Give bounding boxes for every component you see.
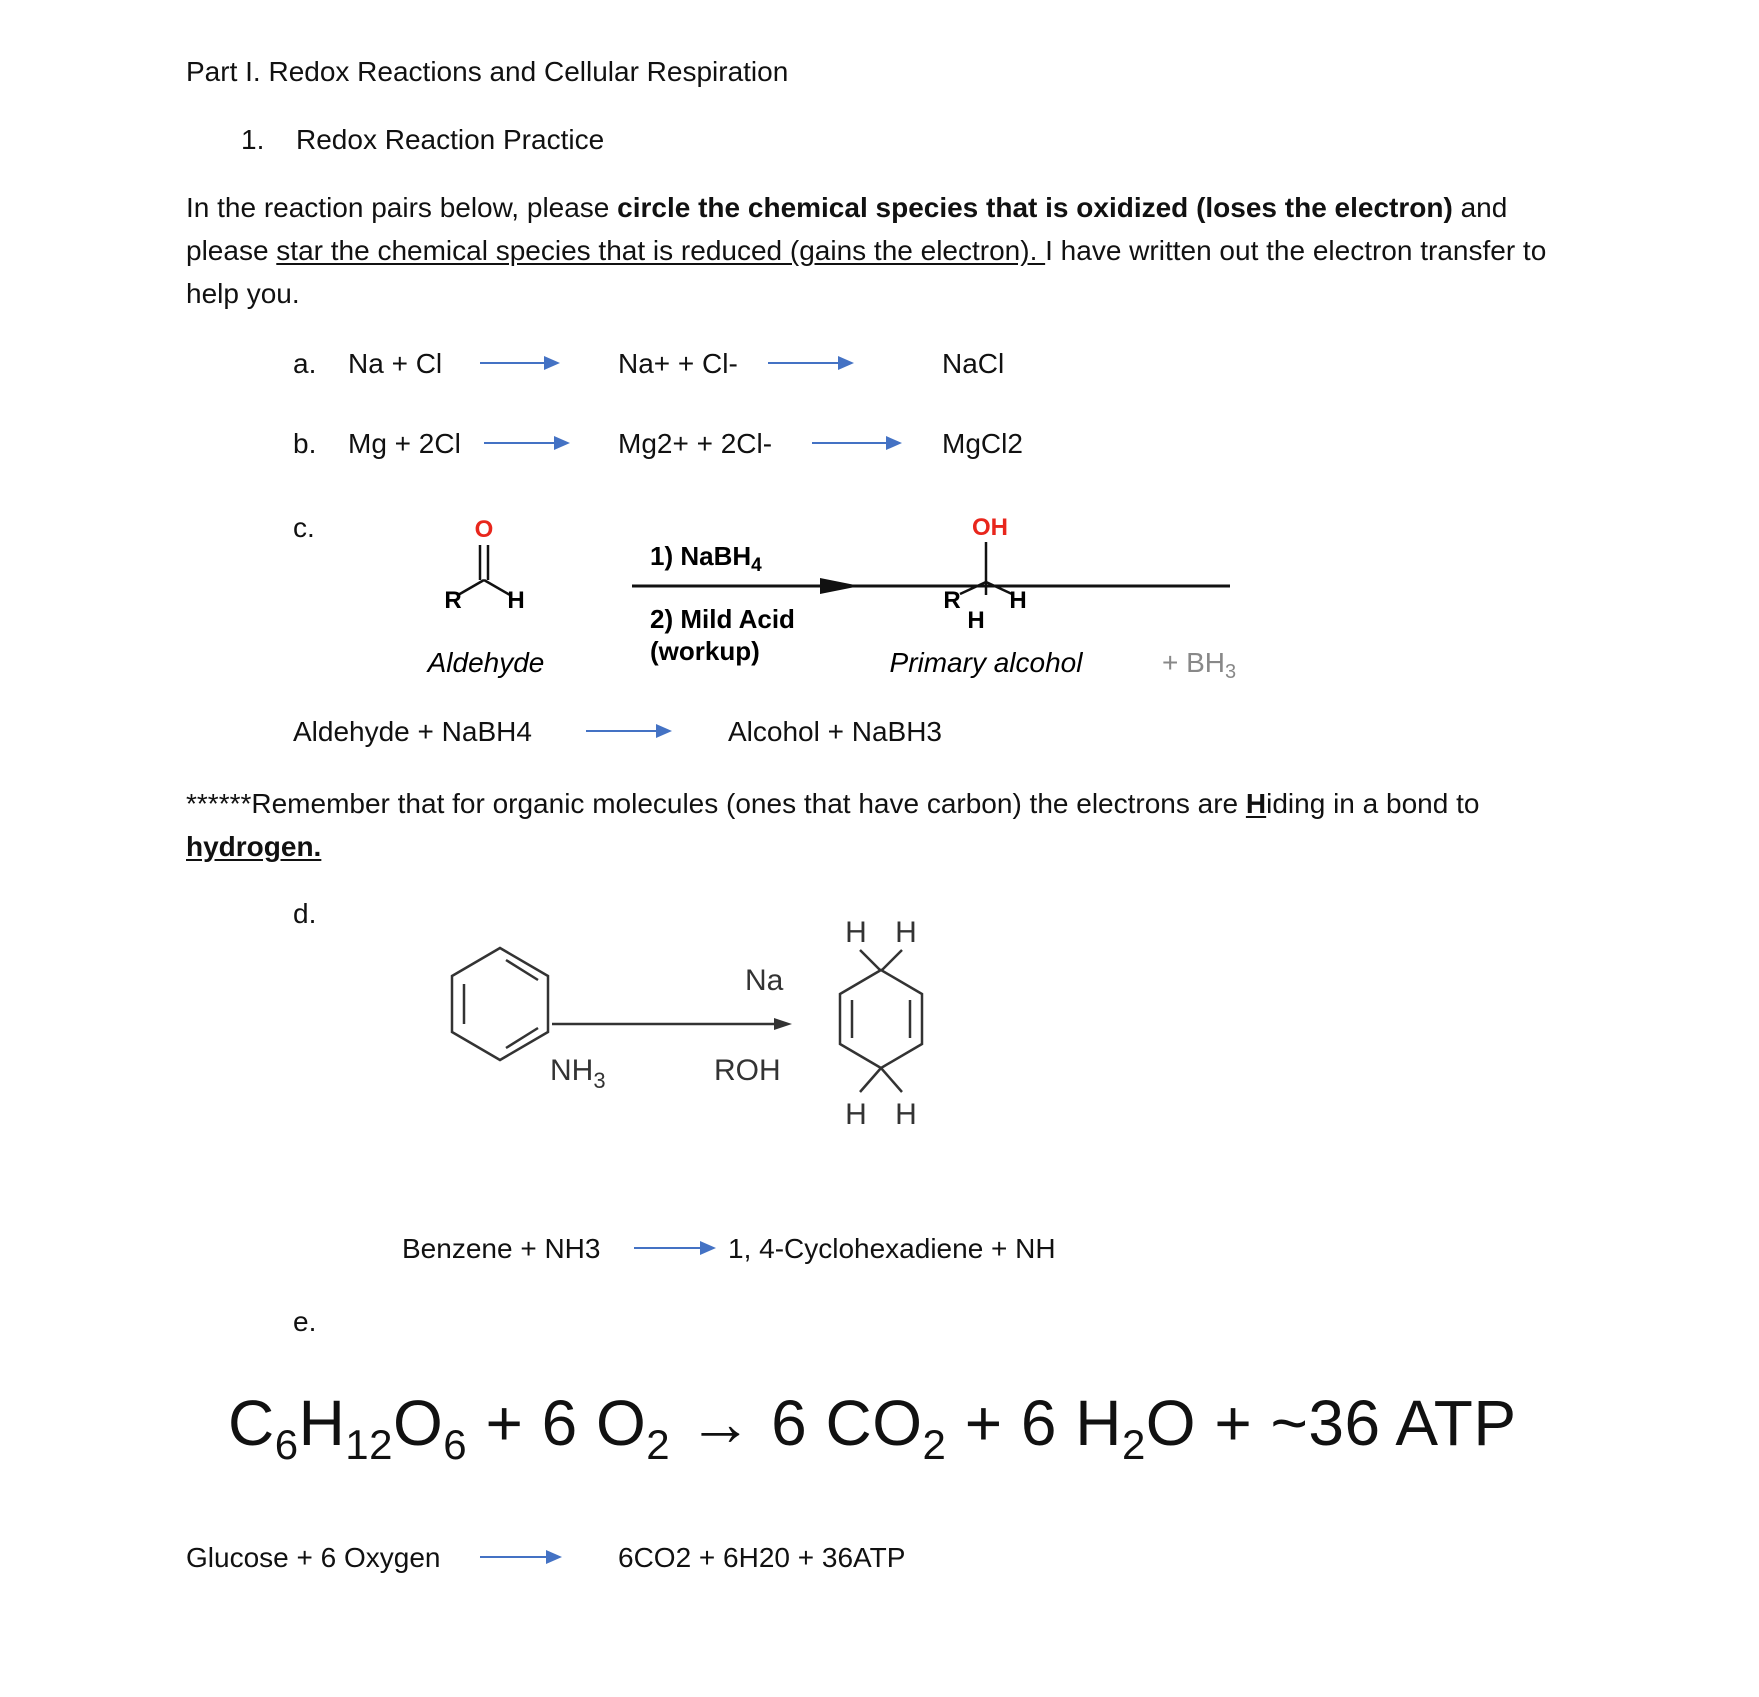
reaction-e-word-arrow [480,1550,562,1564]
aldehyde-h-bond [484,580,510,595]
alcohol-r-bond [960,582,986,594]
benzene-ring [452,948,548,1060]
reaction-c-arrow [620,570,870,600]
cyclohexadiene-h-bottom-left: H [845,1098,867,1131]
reaction-e-label: e. [293,1306,317,1337]
alcohol-h-bond [986,582,1012,594]
alcohol-h-bottom: H [967,607,985,634]
reagent-workup: (workup) [650,636,760,666]
instructions [186,186,1586,315]
reaction-b-label: b. [293,428,317,459]
cyclohexadiene-structure [820,910,960,1150]
reaction-c-word-products: Alcohol + NaBH3 [728,716,943,747]
cellular-respiration-equation: $C_6H_{12}O_6 + 6$ $O_2 \to 6$ $CO_2 + 6$ $H_2O$ + ~36 ATP [228,1387,1517,1468]
alcohol-oh: OH [972,514,1008,541]
byproduct-bh3: + $BH_3$ [1162,647,1237,683]
reaction-d-label: d. [293,898,317,929]
section-title: Redox Reaction Practice [296,124,605,155]
bottom-h-bond-right [881,1068,902,1092]
reagent-roh: ROH [714,1054,781,1087]
aldehyde-r-bond [458,580,484,595]
alcohol-r: R [943,587,961,614]
reaction-a-ions: Na+ + Cl- [618,348,738,379]
reagent-step-2: 2) Mild Acid [650,604,795,634]
reaction-a-arrow-1 [480,356,560,370]
remember-h-letter: H [1245,788,1267,819]
reaction-b-product: MgCl2 [942,428,1023,459]
instructions-underlined: star the chemical species that is reduced (gains the electron). [276,235,1046,266]
cyclohexadiene-h-top-left: H [845,916,867,949]
aldehyde-r: R [444,587,462,614]
benzene-double-bond-2 [506,960,538,980]
reaction-c-label: c. [293,512,315,543]
reaction-a-arrow-2 [768,356,854,370]
reaction-a-product: NaCl [942,348,1005,379]
remember-hydrogen: hydrogen. [186,831,322,862]
top-h-bond-left [860,950,880,970]
primary-alcohol-structure [860,500,1280,690]
alcohol-name: Primary alcohol [889,647,1083,678]
reaction-d-word-reactants: Benzene + NH3 [402,1233,601,1264]
page-title: Part I. Redox Reactions and Cellular Respiration [186,56,789,87]
alcohol-h-right: H [1009,587,1027,614]
cyclohexadiene-h-top-right: H [895,916,917,949]
reaction-c-word-reactants: Aldehyde + NaBH4 [293,716,532,747]
section-number: 1. [241,124,265,155]
reagent-nh3: $NH_3$ [550,1054,606,1093]
reaction-b-arrow-2 [812,436,902,450]
instructions-bold: circle the chemical species that is oxidized (loses the electron) [617,192,1453,223]
aldehyde-name: Aldehyde [427,647,545,678]
bottom-h-bond-left [860,1068,881,1092]
remember-text-1: Remember that for organic molecules (ones that have carbon) the electrons are [251,788,1246,819]
reaction-b-ions: Mg2+ + 2Cl- [618,428,773,459]
reaction-b-arrow-1 [484,436,570,450]
remember-text-2: iding in a bond to [1266,788,1480,819]
reaction-a-label: a. [293,348,317,379]
reaction-a-reactants: Na + Cl [348,348,443,379]
reaction-d-word-products: 1, 4-Cyclohexadiene + NH [728,1233,1056,1264]
reaction-d-arrowhead [774,1018,792,1030]
reagent-step-1: 1) NaBH$_4$ [650,541,762,576]
reaction-e-word-products: 6CO2 + 6H20 + 36ATP [618,1542,906,1573]
remember-note [186,782,1606,868]
reaction-c-arrowhead [820,578,860,594]
remember-stars: ****** [186,788,252,819]
reaction-b-reactants: Mg + 2Cl [348,428,461,459]
top-h-bond-right [882,950,902,970]
reaction-c-word-arrow [586,724,672,738]
aldehyde-oxygen: O [474,516,494,543]
instructions-text-3: I have written out the electron transfer to help you. [186,235,1547,309]
benzene-double-bond-3 [506,1028,538,1048]
cyclohexadiene-h-bottom-right: H [895,1098,917,1131]
aldehyde-h: H [507,587,525,614]
reagent-na: Na [745,964,784,997]
reaction-d-word-arrow [634,1241,716,1255]
instructions-text-1: In the reaction pairs below, please [186,192,618,223]
instructions-text-2: and please [186,192,1508,266]
reaction-e-word-reactants: Glucose + 6 Oxygen [186,1542,441,1573]
